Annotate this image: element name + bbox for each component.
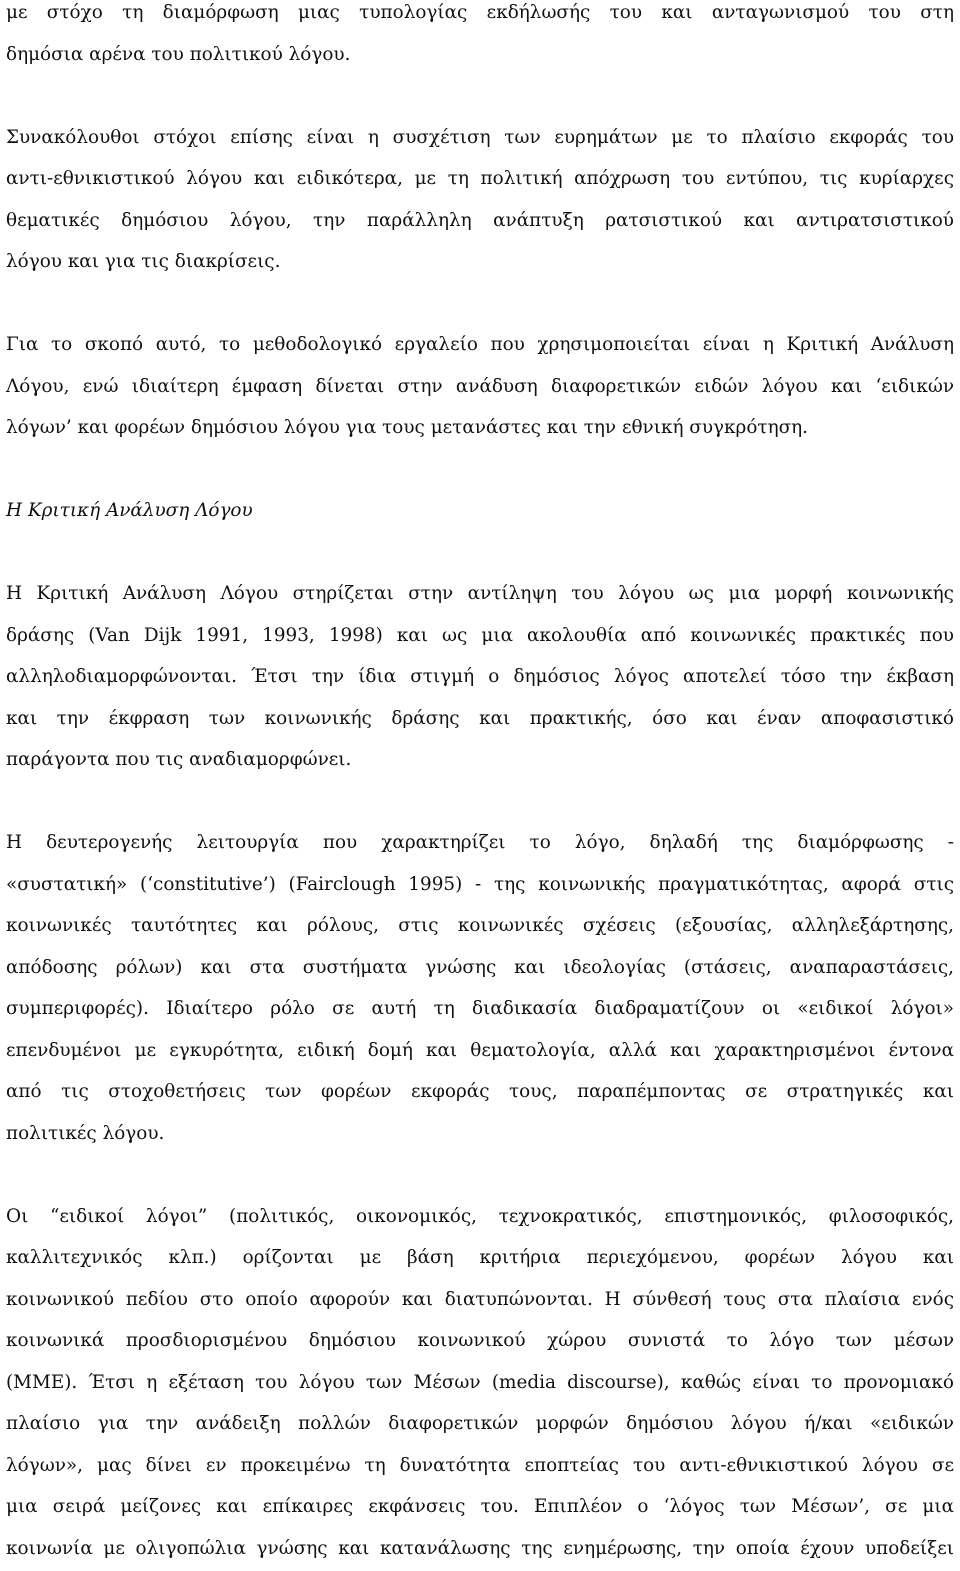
text-line: μια σειρά μείζονες και επίκαιρες εκφάνσεις του. Επιπλέον ο ‘λόγος των Μέσων’, σε μια <box>6 1496 954 1517</box>
text-line: κοινωνικές ταυτότητες και ρόλους, στις κοινωνικές σχέσεις (εξουσίας, αλληλεξάρτησης, <box>6 915 954 936</box>
text-line: Λόγου, ενώ ιδιαίτερη έμφαση δίνεται στην ανάδυση διαφορετικών ειδών λόγου και ‘ειδικών <box>6 375 954 397</box>
text-line: θεματικές δημόσιου λόγου, την παράλληλη ανάπτυξη ρατσιστικού και αντιρατσιστικού <box>6 209 954 231</box>
text-line: λόγων», μας δίνει εν προκειμένω τη δυνατότητα εποπτείας του αντι-εθνικιστικού λόγου σε <box>6 1454 954 1476</box>
text-line: απόδοσης ρόλων) και στα συστήματα γνώσης και ιδεολογίας (στάσεις, αναπαραστάσεις, <box>6 956 954 978</box>
text-line: κοινωνία με ολιγοπώλια γνώσης και κατανάλωσης της ενημέρωσης, την οποία έχουν υποδείξει <box>6 1537 954 1559</box>
document-page <box>6 0 954 1569</box>
paragraph-cda-definition <box>6 573 954 781</box>
text-line: δράσης (Van Dijk 1991, 1993, 1998) και ως μια ακολουθία από κοινωνικές πρακτικές που <box>6 624 954 646</box>
text-line: κοινωνικά προσδιορισμένου δημόσιου κοινωνικού χώρου συνιστά το λόγο των μέσων <box>6 1330 954 1351</box>
text-line: λόγου και για τις διακρίσεις. <box>6 251 281 272</box>
text-line: καλλιτεχνικός κλπ.) ορίζονται με βάση κριτήρια περιεχόμενου, φορέων λόγου και <box>6 1247 954 1268</box>
paragraph-secondary-goals <box>6 117 954 283</box>
text-line: πλαίσιο για την ανάδειξη πολλών διαφορετικών μορφών δημόσιου λόγου ή/και «ειδικών <box>6 1413 954 1434</box>
text-line: με στόχο τη διαμόρφωση μιας τυπολογίας εκδήλωσής του και ανταγωνισμού του στη <box>6 2 954 23</box>
section-heading <box>6 490 954 532</box>
text-line: πολιτικές λόγου. <box>6 1122 165 1144</box>
text-line: «συστατική» (‘constitutive’) (Fairclough 1995) - της κοινωνικής πραγματικότητας, αφορά στις <box>6 873 954 895</box>
text-line: παράγοντα που τις αναδιαμορφώνει. <box>6 749 352 770</box>
text-line: αντι-εθνικιστικού λόγου και ειδικότερα, με τη πολιτική απόχρωση του εντύπου, τις κυρίαρχες <box>6 168 954 189</box>
paragraph-special-discourses <box>6 1196 954 1570</box>
text-line: αλληλοδιαμορφώνονται. Έτσι την ίδια στιγμή ο δημόσιος λόγος αποτελεί τόσο την έκβαση <box>6 666 954 687</box>
text-line: δημόσια αρένα του πολιτικού λόγου. <box>6 43 351 65</box>
paragraph-secondary-function <box>6 822 954 1154</box>
text-line: και την έκφραση των κοινωνικής δράσης και πρακτικής, όσο και έναν αποφασιστικό <box>6 707 954 729</box>
paragraph-methodology <box>6 324 954 449</box>
text-line: λόγων’ και φορέων δημόσιου λόγου για τους μετανάστες και την εθνική συγκρότηση. <box>6 417 809 438</box>
text-line: Η Κριτική Ανάλυση Λόγου στηρίζεται στην αντίληψη του λόγου ως μια μορφή κοινωνικής <box>6 583 954 604</box>
text-line: (ΜΜΕ). Έτσι η εξέταση του λόγου των Μέσων (media discourse), καθώς είναι το προνομιακό <box>6 1371 954 1393</box>
text-line: Οι “ειδικοί λόγοι” (πολιτικός, οικονομικός, τεχνοκρατικός, επιστημονικός, φιλοσοφικός, <box>6 1205 954 1227</box>
text-line: συμπεριφορές). Ιδιαίτερο ρόλο σε αυτή τη διαδικασία διαδραματίζουν οι «ειδικοί λόγοι» <box>6 998 954 1019</box>
section-heading-text: Η Κριτική Ανάλυση Λόγου <box>6 500 253 521</box>
text-line: Για το σκοπό αυτό, το μεθοδολογικό εργαλείο που χρησιμοποιείται είναι η Κριτική Ανάλυση <box>6 334 954 355</box>
text-line: Η δευτερογενής λειτουργία που χαρακτηρίζει το λόγο, δηλαδή της διαμόρφωσης - <box>6 832 954 853</box>
text-line: κοινωνικού πεδίου στο οποίο αφορούν και διατυπώνονται. Η σύνθεσή τους στα πλαίσια ενός <box>6 1288 954 1310</box>
paragraph-intro-continuation <box>6 0 954 75</box>
text-line: επενδυμένοι με εγκυρότητα, ειδική δομή και θεματολογία, αλλά και χαρακτηρισμένοι έντονα <box>6 1039 954 1061</box>
text-line: από τις στοχοθετήσεις των φορέων εκφοράς τους, παραπέμποντας σε στρατηγικές και <box>6 1081 954 1102</box>
text-line: Συνακόλουθοι στόχοι επίσης είναι η συσχέτιση των ευρημάτων με το πλαίσιο εκφοράς του <box>6 126 954 148</box>
